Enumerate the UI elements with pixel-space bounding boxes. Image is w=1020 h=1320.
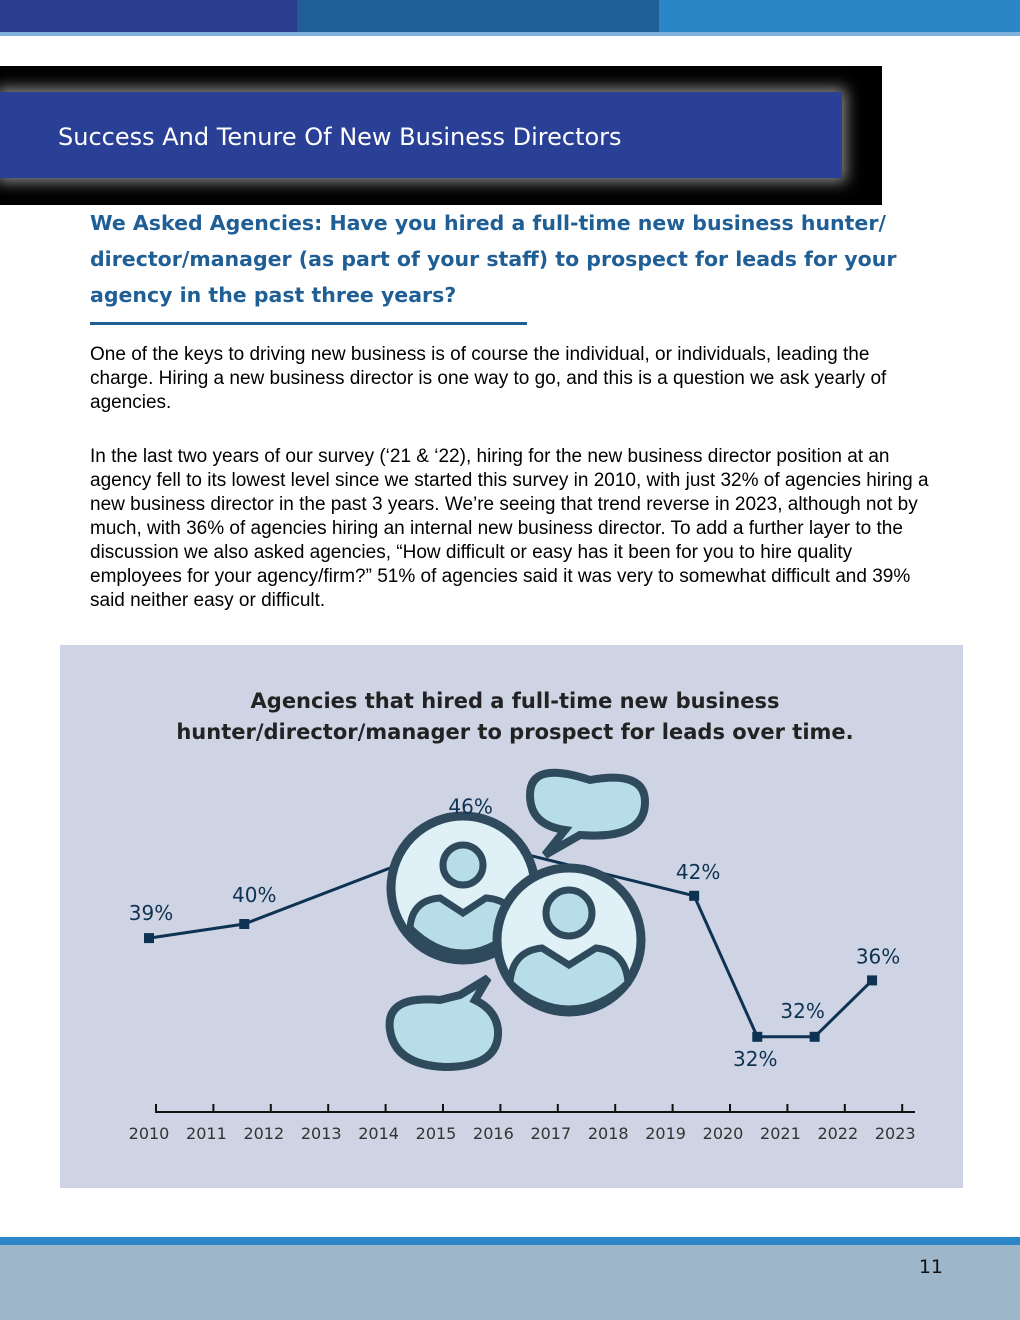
speech-bubble-icon (390, 978, 498, 1067)
section-banner (0, 92, 842, 178)
x-tick-label: 2012 (243, 1124, 285, 1143)
data-point (239, 919, 249, 929)
line-chart (60, 645, 963, 1188)
x-tick-label: 2016 (473, 1124, 514, 1143)
speech-bubble-icon (530, 773, 645, 855)
data-point (752, 1032, 762, 1042)
page-number: 11 (918, 1256, 943, 1278)
data-label: 36% (855, 944, 901, 969)
people-chat-icon (390, 773, 645, 1067)
x-tick-label: 2011 (186, 1124, 227, 1143)
chart-title (176, 689, 853, 744)
x-tick-label: 2022 (817, 1124, 859, 1143)
x-tick-label: 2013 (300, 1124, 342, 1143)
x-axis (129, 1104, 916, 1143)
chart-title-line: Agencies that hired a full-time new business (250, 689, 780, 713)
data-point (810, 1032, 820, 1042)
data-label: 42% (675, 859, 721, 884)
x-tick-label: 2010 (128, 1124, 170, 1143)
data-label: 46% (448, 794, 493, 819)
data-label: 40% (232, 883, 277, 907)
x-tick-label: 2021 (760, 1124, 801, 1143)
chart-panel (60, 645, 963, 1188)
x-tick-label: 2014 (358, 1124, 399, 1143)
footer-rule (0, 1237, 1020, 1245)
data-point (144, 933, 154, 943)
data-point (867, 975, 877, 985)
top-color-bar (0, 0, 1020, 36)
top-bar-underline (0, 32, 1020, 36)
chart-title-line: hunter/director/manager to prospect for leads over time. (176, 720, 854, 744)
x-tick-label: 2015 (415, 1124, 457, 1143)
survey-question: We Asked Agencies: Have you hired a full-time new business hunter/ director/manager (as part of your staff) to prospect for leads for your agency in the past three years? (90, 211, 897, 307)
section-title: Success And Tenure Of New Business Directors (58, 123, 622, 151)
data-label: 32% (733, 1046, 778, 1071)
page-footer (0, 1245, 1020, 1320)
data-label: 32% (780, 998, 825, 1023)
top-bar-segment-1 (0, 0, 297, 32)
x-tick-label: 2023 (874, 1124, 916, 1143)
top-bar-segment-3 (659, 0, 1020, 32)
x-tick-label: 2020 (702, 1124, 744, 1143)
x-tick-label: 2017 (530, 1124, 572, 1143)
intro-paragraph: One of the keys to driving new business is of course the individual, or individuals, leading the charge. Hiring a new business director is one way to go, and this is a question we ask yearly of agencies. (90, 344, 887, 413)
x-tick-label: 2019 (645, 1124, 686, 1143)
findings-paragraph: In the last two years of our survey (‘21 & ‘22), hiring for the new business director position at an agency fell to its lowest level since we started this survey in 2010, with just 32% of agencies hiring a new business director in the past 3 years. We’re seeing that trend reverse in 2023, although not by much, with 36% of agencies hiring an internal new business director. To add a further layer to the discussion we also asked agencies, “How difficult or easy has it been for you to hire quality employees for your agency/firm?” 51% of agencies said it was very to somewhat difficult and 39% said neither easy or difficult. (90, 446, 929, 611)
x-tick-label: 2018 (587, 1124, 629, 1143)
person-avatar-icon (497, 868, 641, 1012)
question-underline (90, 322, 527, 325)
top-bar-segment-2 (297, 0, 659, 32)
data-label: 39% (128, 901, 174, 926)
data-point (689, 891, 699, 901)
